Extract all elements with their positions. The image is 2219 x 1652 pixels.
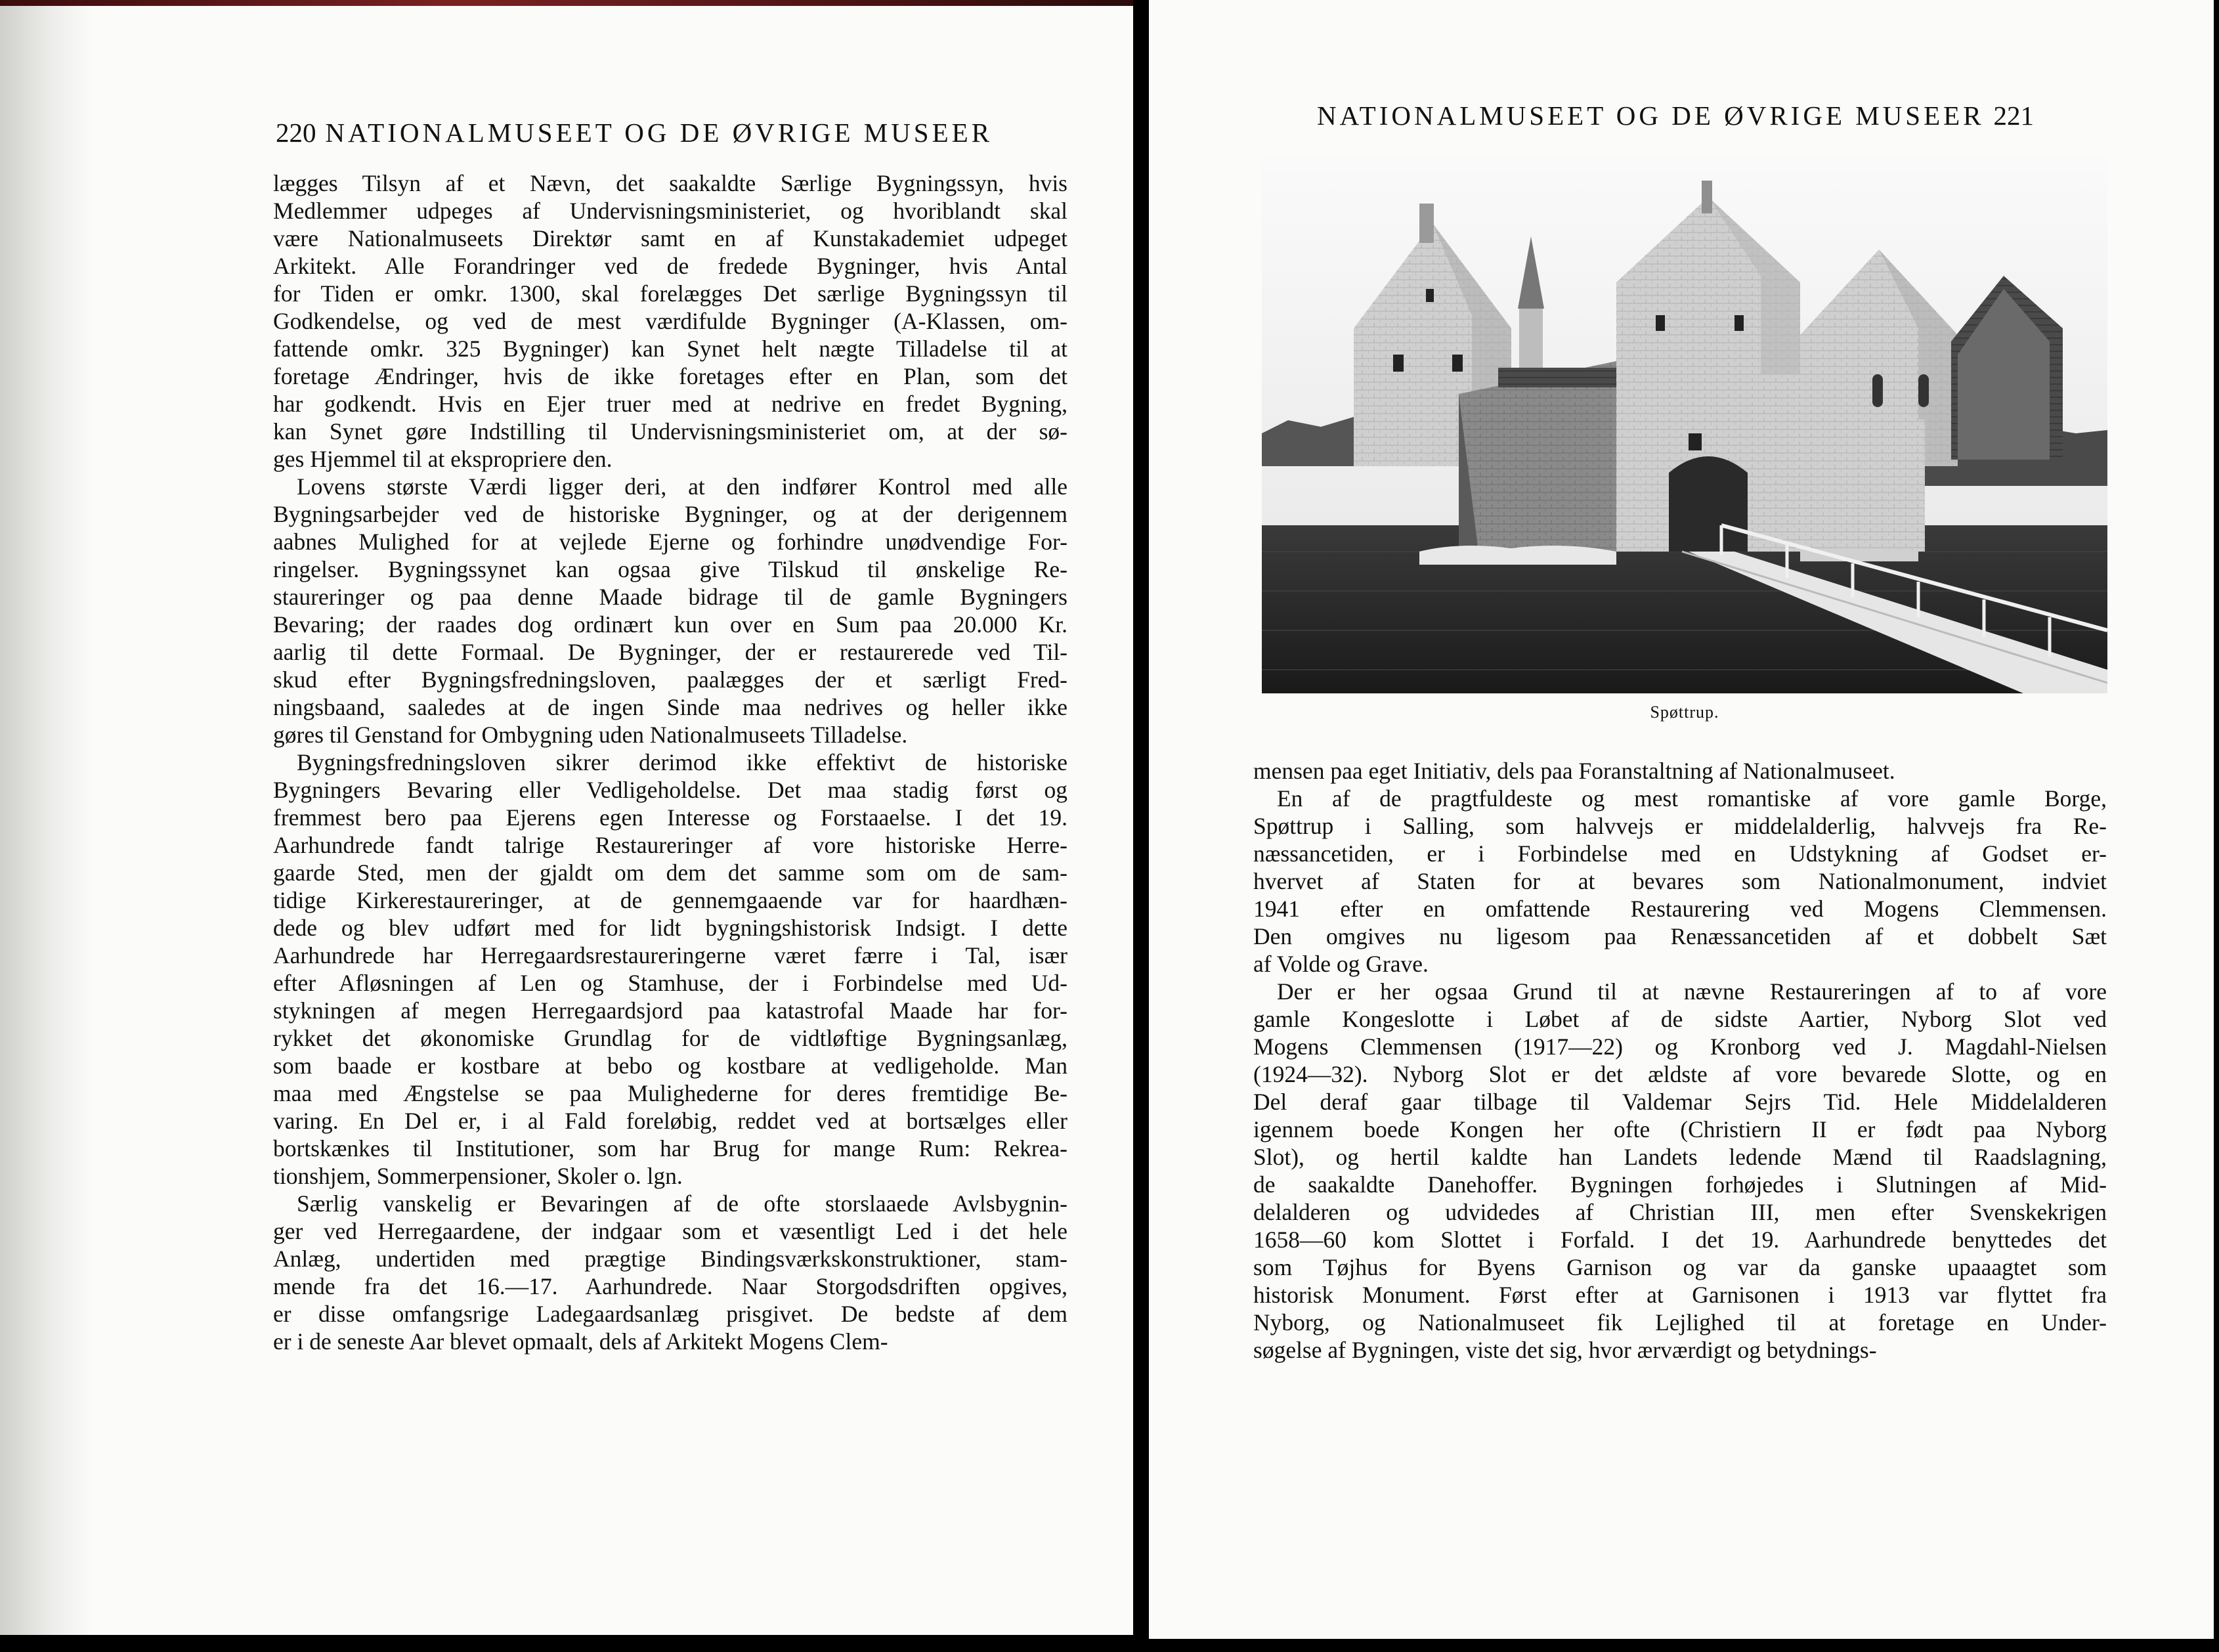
text-line: Bygningsfredningsloven sikrer derimod ikke effektivt de historiske	[297, 749, 1067, 775]
paragraph	[1253, 785, 2107, 978]
paragraph	[273, 169, 1067, 473]
text-line: ger ved Herregaardene, der indgaar som et væsentligt Led i det hele	[273, 1218, 1067, 1244]
text-line: Medlemmer udpeges af Undervisningsministeriet, og hvoriblandt skal	[273, 198, 1067, 224]
text-line: En af de pragtfuldeste og mest romantiske af vore gamle Borge,	[1277, 785, 2107, 812]
text-line: aarlig til dette Formaal. De Bygninger, der er restaurerede ved Til-	[273, 639, 1067, 665]
text-line: delalderen og udvidedes af Christian III, men efter Svenskekrigen	[1253, 1199, 2107, 1225]
text-line: af Volde og Grave.	[1253, 951, 1429, 977]
text-line: Bevaring; der raades dog ordinært kun over en Sum paa 20.000 Kr.	[273, 611, 1067, 638]
text-line: Lovens største Værdi ligger deri, at den indfører Kontrol med alle	[297, 473, 1067, 500]
text-line: fattende omkr. 325 Bygninger) kan Synet helt nægte Tilladelse til at	[273, 336, 1067, 362]
paragraph	[273, 749, 1067, 1190]
right-body-text	[1253, 757, 2107, 1364]
right-running-head-title: NATIONALMUSEET OG DE ØVRIGE MUSEER	[1317, 100, 1985, 131]
paragraph	[273, 1190, 1067, 1355]
right-page-number: 221	[1993, 100, 2035, 131]
text-line: for Tiden er omkr. 1300, skal forelægges Det særlige Bygningssyn til	[273, 280, 1067, 307]
text-line: igennem boede Kongen her ofte (Christiern II er født paa Nyborg	[1253, 1116, 2107, 1142]
text-line: efter Afløsningen af Len og Stamhuse, der i Forbindelse med Ud-	[273, 970, 1067, 996]
text-line: være Nationalmuseets Direktør samt en af Kunstakademiet udpeget	[273, 225, 1067, 251]
paragraph	[273, 473, 1067, 749]
text-line: de saakaldte Danehoffer. Bygningen forhøjedes i Slutningen af Mid-	[1253, 1171, 2107, 1198]
text-line: tidige Kirkerestaureringer, at de gennemgaaende var for haardhæn-	[273, 887, 1067, 913]
text-line: varing. En Del er, i al Fald foreløbig, reddet ved at bortsælges eller	[273, 1108, 1067, 1134]
text-line: Der er her ogsaa Grund til at nævne Restaureringen af to af vore	[1277, 978, 2107, 1005]
text-line: er disse omfangsrige Ladegaardsanlæg prisgivet. De bedste af dem	[273, 1301, 1067, 1327]
paragraph	[1253, 757, 2107, 785]
text-line: gamle Kongeslotte i Løbet af de sidste Aartier, Nyborg Slot ved	[1253, 1006, 2107, 1032]
text-line: Bygningers Bevaring eller Vedligeholdelse. Det maa stadig først og	[273, 777, 1067, 803]
text-line: fremmest bero paa Ejerens egen Interesse og Forstaaelse. I det 19.	[273, 804, 1067, 831]
text-line: Del deraf gaar tilbage til Valdemar Sejrs Tid. Hele Middelalderen	[1253, 1089, 2107, 1115]
text-line: bortskænkes til Institutioner, som har Brug for mange Rum: Rekrea-	[273, 1135, 1067, 1162]
text-line: gøres til Genstand for Ombygning uden Nationalmuseets Tilladelse.	[273, 722, 908, 748]
text-line: ringelser. Bygningssynet kan ogsaa give Tilskud til ønskelige Re-	[273, 556, 1067, 582]
text-line: historisk Monument. Først efter at Garnisonen i 1913 var flyttet fra	[1253, 1282, 2107, 1308]
left-body-text	[273, 169, 1067, 1355]
right-page	[1149, 0, 2214, 1639]
text-line: Slot), og hertil kaldte han Landets ledende Mænd til Raadslagning,	[1253, 1144, 2107, 1170]
text-line: rykket det økonomiske Grundlag for de vidtløftige Bygningsanlæg,	[273, 1025, 1067, 1051]
text-line: 1941 efter en omfattende Restaurering ved Mogens Clemmensen.	[1253, 896, 2107, 922]
paragraph	[1253, 978, 2107, 1364]
text-line: er i de seneste Aar blevet opmaalt, dels af Arkitekt Mogens Clem-	[273, 1328, 888, 1355]
text-line: Anlæg, undertiden med prægtige Bindingsværkskonstruktioner, stam-	[273, 1246, 1067, 1272]
text-line: stykningen af megen Herregaardsjord paa katastrofal Maade har for-	[273, 997, 1067, 1024]
text-line: som baade er kostbare at bebo og kostbare at vedligeholde. Man	[273, 1053, 1067, 1079]
text-line: skud efter Bygningsfredningsloven, paalægges der et særligt Fred-	[273, 666, 1067, 693]
text-line: som Tøjhus for Byens Garnison og var da ganske upaaagtet som	[1253, 1254, 2107, 1280]
text-line: (1924—32). Nyborg Slot er det ældste af vore bevarede Slotte, og en	[1253, 1061, 2107, 1087]
text-line: har godkendt. Hvis en Ejer truer med at nedrive en fredet Bygning,	[273, 391, 1067, 417]
text-line: foretage Ændringer, hvis de ikke foretages efter en Plan, som det	[273, 363, 1067, 389]
text-line: mende fra det 16.—17. Aarhundrede. Naar Storgodsdriften opgives,	[273, 1273, 1067, 1299]
text-line: maa med Ængstelse se paa Mulighederne for deres fremtidige Be-	[273, 1080, 1067, 1106]
right-running-head	[1317, 100, 2034, 131]
text-line: Aarhundrede fandt talrige Restaureringer af vore historiske Herre-	[273, 832, 1067, 858]
text-line: Bygningsarbejder ved de historiske Bygninger, og at der derigennem	[273, 501, 1067, 527]
text-line: tionshjem, Sommerpensioner, Skoler o. lgn.	[273, 1163, 683, 1189]
text-line: staureringer og paa denne Maade bidrage til de gamle Bygningers	[273, 584, 1067, 610]
photo-caption: Spøttrup.	[1650, 703, 1719, 722]
text-line: dede og blev udført med for lidt bygningshistorisk Indsigt. I dette	[273, 915, 1067, 941]
text-line: 1658—60 kom Slottet i Forfald. I det 19. Aarhundrede benyttedes det	[1253, 1227, 2107, 1253]
text-line: Nyborg, og Nationalmuseet fik Lejlighed til at foretage en Under-	[1253, 1309, 2107, 1336]
text-line: Aarhundrede har Herregaardsrestaureringerne været færre i Tal, især	[273, 942, 1067, 968]
text-line: aabnes Mulighed for at vejlede Ejerne og forhindre unødvendige For-	[273, 529, 1067, 555]
castle-photo-illustration	[1262, 158, 2107, 693]
text-line: mensen paa eget Initiativ, dels paa Foranstaltning af Nationalmuseet.	[1253, 758, 1895, 784]
text-line: søgelse af Bygningen, viste det sig, hvor ærværdigt og betydnings-	[1253, 1337, 1877, 1363]
text-line: Den omgives nu ligesom paa Renæssancetiden af et dobbelt Sæt	[1253, 923, 2107, 949]
left-running-head	[276, 117, 993, 148]
text-line: Godkendelse, og ved de mest værdifulde Bygninger (A-Klassen, om-	[273, 308, 1067, 334]
text-line: gaarde Sted, men der gjaldt om dem det samme som om de sam-	[273, 859, 1067, 886]
text-line: Mogens Clemmensen (1917—22) og Kronborg ved J. Magdahl-Nielsen	[1253, 1033, 2107, 1060]
left-running-head-title: NATIONALMUSEET OG DE ØVRIGE MUSEER	[325, 118, 993, 148]
text-line: næssancetiden, er i Forbindelse med en Udstykning af Godset er-	[1253, 840, 2107, 867]
text-line: Særlig vanskelig er Bevaringen af de ofte storslaaede Avlsbygnin-	[297, 1190, 1067, 1217]
text-line: Spøttrup i Salling, som halvvejs er middelalderlig, halvvejs fra Re-	[1253, 813, 2107, 839]
text-line: kan Synet gøre Indstilling til Undervisningsministeriet om, at der sø-	[273, 418, 1067, 445]
text-line: hvervet af Staten for at bevares som Nationalmonument, indviet	[1253, 868, 2107, 894]
left-page-number: 220	[276, 118, 316, 148]
text-line: ges Hjemmel til at ekspropriere den.	[273, 446, 613, 472]
text-line: Arkitekt. Alle Forandringer ved de fredede Bygninger, hvis Antal	[273, 253, 1067, 279]
spottrup-castle-photo	[1262, 158, 2107, 693]
text-line: ningsbaand, saaledes at de ingen Sinde maa nedrives og heller ikke	[273, 694, 1067, 720]
text-line: lægges Tilsyn af et Nævn, det saakaldte Særlige Bygningssyn, hvis	[273, 170, 1067, 196]
